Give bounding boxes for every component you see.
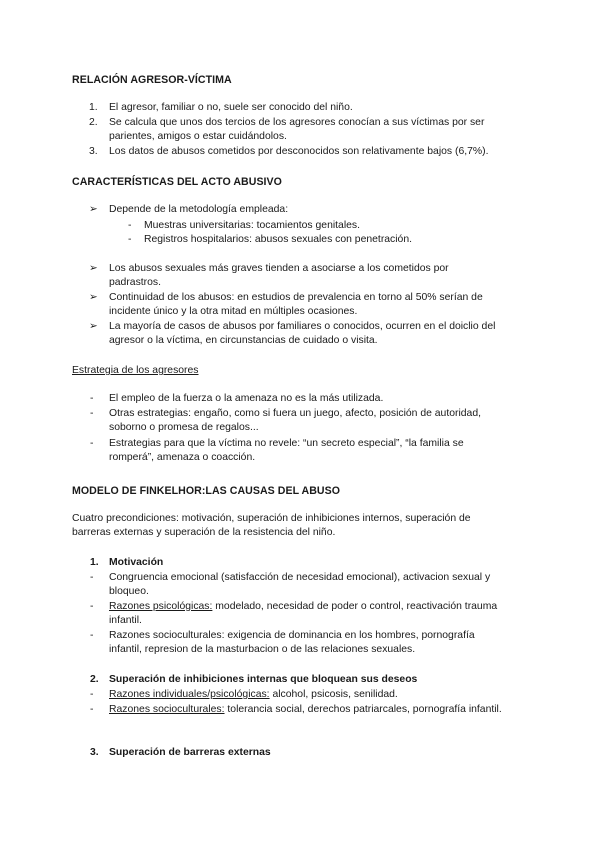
dash-bullet: - (90, 572, 94, 583)
dash-bullet: - (90, 438, 94, 449)
dash-bullet: - (90, 630, 94, 641)
heading-caracteristicas: CARACTERÍSTICAS DEL ACTO ABUSIVO (72, 176, 282, 188)
list-item: Congruencia emocional (satisfacción de necesidad emocional), activacion sexual y bloqueo. (109, 572, 491, 597)
item-heading-motivacion: Motivación (109, 557, 164, 568)
arrow-bullet-icon: ➢ (89, 263, 98, 274)
list-marker: 3. (90, 747, 99, 758)
dash-bullet: - (90, 601, 94, 612)
list-item: Continuidad de los abusos: en estudios de prevalencia en torno al 50% serían de incidente único y la otra mitad en múltiples ocasiones. (109, 292, 483, 317)
list-item: Razones socioculturales: exigencia de dominancia en los hombres, pornografía infantil, represion de la masturbacion o de las relaciones sexuales. (109, 630, 475, 655)
item-heading-inhibiciones: Superación de inhibiciones internas que bloquean sus deseos (109, 674, 418, 685)
dash-bullet: - (90, 408, 94, 419)
list-item: Registros hospitalarios: abusos sexuales con penetración. (144, 234, 413, 245)
list-item: El agresor, familiar o no, suele ser conocido del niño. (109, 102, 353, 113)
arrow-bullet-icon: ➢ (89, 321, 98, 332)
list-marker: 1. (89, 102, 98, 113)
list-item: Los abusos sexuales más graves tienden a asociarse a los cometidos por padrastros. (109, 263, 449, 288)
list-item: El empleo de la fuerza o la amenaza no es la más utilizada. (109, 393, 384, 404)
list-item: Depende de la metodología empleada: (109, 204, 289, 215)
dash-bullet: - (128, 220, 132, 231)
list-item: La mayoría de casos de abusos por familiares o conocidos, ocurren en el doiclio del agresor o la víctima, en circunstancias de cuidado o visita. (109, 321, 496, 346)
list-marker: 3. (89, 146, 98, 157)
list-marker: 2. (89, 117, 98, 128)
list-item: Estrategias para que la víctima no revele: “un secreto especial”, “la familia se romperá”, amenaza o coacción. (109, 438, 464, 463)
paragraph-intro: Cuatro precondiciones: motivación, superación de inhibiciones internos, superación de barreras externas y superación de la resistencia del niño. (72, 513, 471, 538)
item-heading-barreras: Superación de barreras externas (109, 747, 271, 758)
list-item: Razones individuales/psicológicas: alcohol, psicosis, senilidad. (109, 689, 398, 700)
subheading-estrategia: Estrategia de los agresores (72, 365, 199, 376)
list-item: Razones socioculturales: tolerancia social, derechos patriarcales, pornografía infantil. (109, 704, 502, 715)
heading-relacion: RELACIÓN AGRESOR-VÍCTIMA (72, 74, 232, 86)
list-item: Otras estrategias: engaño, como si fuera un juego, afecto, posición de autoridad, soborno o promesa de regalos... (109, 408, 481, 433)
dash-bullet: - (128, 234, 132, 245)
arrow-bullet-icon: ➢ (89, 292, 98, 303)
dash-bullet: - (90, 393, 94, 404)
list-item: Muestras universitarias: tocamientos genitales. (144, 220, 360, 231)
list-item: Los datos de abusos cometidos por desconocidos son relativamente bajos (6,7%). (109, 146, 489, 157)
list-item: Se calcula que unos dos tercios de los agresores conocían a sus víctimas por ser parientes, amigos o estar cuidándolos. (109, 117, 485, 142)
dash-bullet: - (90, 704, 94, 715)
list-marker: 2. (90, 674, 99, 685)
list-item: Razones psicológicas: modelado, necesidad de poder o control, reactivación trauma infantil. (109, 601, 498, 626)
dash-bullet: - (90, 689, 94, 700)
arrow-bullet-icon: ➢ (89, 204, 98, 215)
heading-finkelhor: MODELO DE FINKELHOR:LAS CAUSAS DEL ABUSO (72, 485, 341, 497)
list-marker: 1. (90, 557, 99, 568)
